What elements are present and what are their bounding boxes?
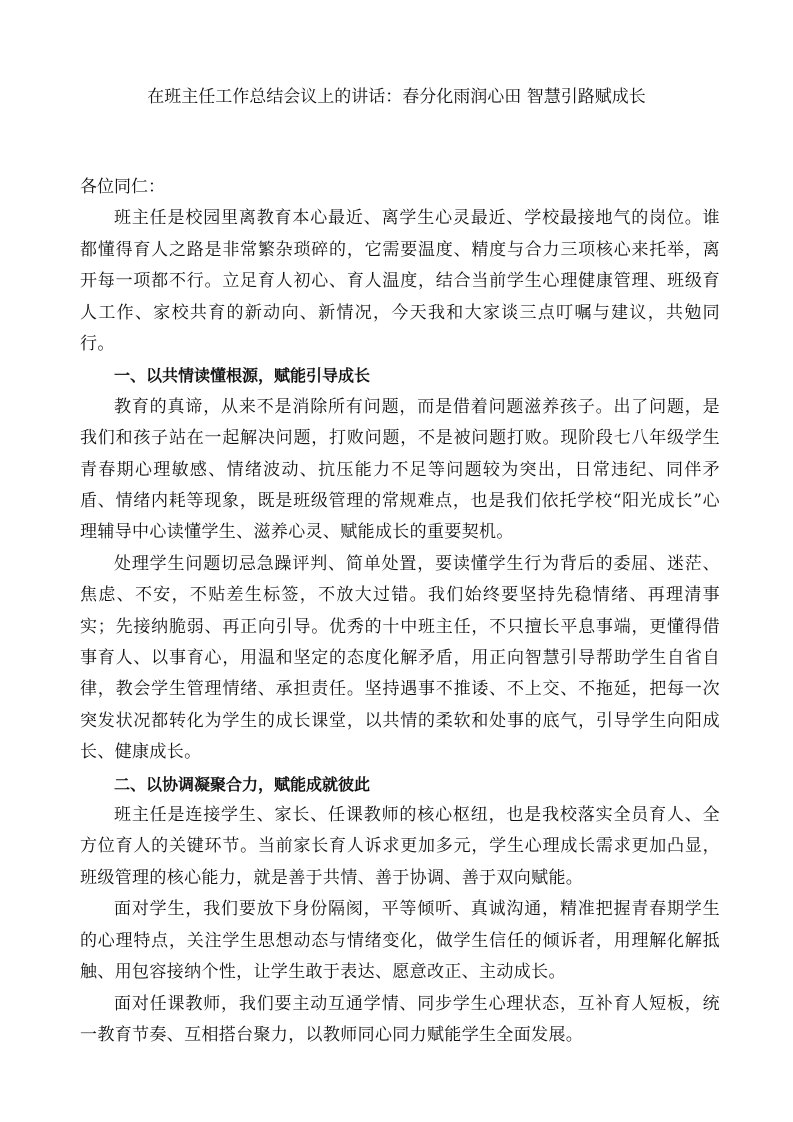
section-heading-2: 二、以协调凝聚合力，赋能成就彼此 — [114, 774, 371, 794]
intro-paragraph: 班主任是校园里离教育本心最近、离学生心灵最近、学校最接地气的岗位。谁都懂得育人之路是非常繁杂琐碎的，它需要温度、精度与合力三项核心来托举，离开每一项都不行。立足育人初心、育人温度，结合当前学生心理健康管理、班级育人工作、家校共育的新动向、新情况，今天我和大家谈三点叮嘱与建议，共勉同行。 — [80, 208, 720, 355]
section-2-paragraph-2: 面对学生，我们要放下身份隔阂，平等倾听、真诚沟通，精准把握青春期学生的心理特点，关注学生思想动态与情绪变化，做学生信任的倾诉者，用理解化解抵触、用包容接纳个性，让学生敢于表达、愿意改正、主动成长。 — [80, 899, 720, 983]
section-1-paragraph-2: 处理学生问题切忌急躁评判、简单处置，要读懂学生行为背后的委屈、迷茫、焦虑、不安，不贴差生标签，不放大过错。我们始终要坚持先稳情绪、再理清事实；先接纳脆弱、再正向引导。优秀的十中班主任，不只擅长平息事端，更懂得借事育人、以事育心，用温和坚定的态度化解矛盾，用正向智慧引导帮助学生自省自律，教会学生管理情绪、承担责任。坚持遇事不推诿、不上交、不拖延，把每一次突发状况都转化为学生的成长课堂，以共情的柔软和处事的底气，引导学生向阳成长、健康成长。 — [80, 553, 720, 763]
section-2-paragraph-3: 面对任课教师，我们要主动互通学情、同步学生心理状态，互补育人短板，统一教育节奏、互相搭台聚力，以教师同心同力赋能学生全面发展。 — [80, 993, 720, 1045]
section-1-paragraph-1: 教育的真谛，从来不是消除所有问题，而是借着问题滋养孩子。出了问题，是我们和孩子站在一起解决问题，打败问题，不是被问题打败。现阶段七八年级学生青春期心理敏感、情绪波动、抗压能力不足等问题较为突出，日常违纪、同伴矛盾、情绪内耗等现象，既是班级管理的常规难点，也是我们依托学校“阳光成长”心理辅导中心读懂学生、滋养心灵、赋能成长的重要契机。 — [80, 396, 720, 543]
section-2-paragraph-1: 班主任是连接学生、家长、任课教师的核心枢纽，也是我校落实全员育人、全方位育人的关键环节。当前家长育人诉求更加多元，学生心理成长需求更加凸显，班级管理的核心能力，就是善于共情、善于协调、善于双向赋能。 — [80, 805, 720, 888]
document-title: 在班主任工作总结会议上的讲话：春分化雨润心田 智慧引路赋成长 — [147, 87, 646, 107]
document-body — [80, 172, 720, 1051]
section-heading-1: 一、以共情读懂根源，赋能引导成长 — [114, 366, 371, 386]
salutation: 各位同仁： — [80, 177, 165, 197]
